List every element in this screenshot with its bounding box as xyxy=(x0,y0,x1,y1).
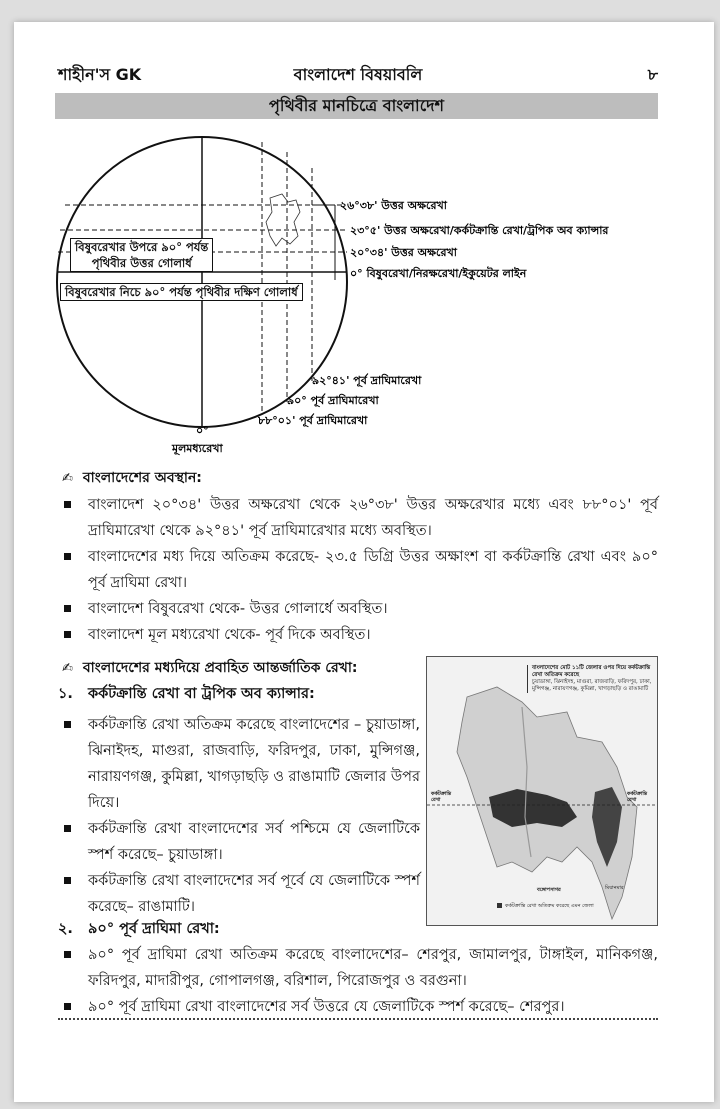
map-left-tropic-label: কর্কটক্রান্তি রেখা xyxy=(431,791,452,803)
longitude-label: ৮৮°০১' পূর্ব দ্রাঘিমারেখা xyxy=(258,414,368,427)
list-item: বাংলাদেশ মূল মধ্যরেখা থেকে- পূর্ব দিকে অবস্থিত। xyxy=(58,622,658,648)
list-item: কর্কটক্রান্তি রেখা বাংলাদেশের সর্ব পূর্বে যে জেলাটিকে স্পর্শ করেছে– রাঙামাটি। xyxy=(58,868,420,920)
chapter-title: বাংলাদেশ বিষয়াবলি xyxy=(293,65,423,84)
longitude-bullet-list xyxy=(58,942,658,1020)
latitude-label: ২০°৩৪' উত্তর অক্ষরেখা xyxy=(350,246,457,259)
pencil-icon: ✍ xyxy=(62,471,73,486)
map-south-label: মিয়ানমার xyxy=(605,885,624,891)
section-heading-international-lines: ✍ বাংলাদেশের মধ্যদিয়ে প্রবাহিত আন্তর্জাতিক রেখা: xyxy=(62,660,358,676)
bangladesh-outline xyxy=(266,194,300,246)
list-item: বাংলাদেশ বিষুবরেখা থেকে- উত্তর গোলার্ধে অবস্থিত। xyxy=(58,596,658,622)
page-number: ৮ xyxy=(647,65,658,84)
list-item: বাংলাদেশের মধ্য দিয়ে অতিক্রম করেছে- ২৩.৫ ডিগ্রি উত্তর অক্ষাংশ বা কর্কটক্রান্তি রেখা এবং ৯০° পূর্ব দ্রাঘিমা রেখা। xyxy=(58,544,658,596)
section-banner: পৃথিবীর মানচিত্রে বাংলাদেশ xyxy=(55,93,658,119)
longitude-label: ৯২°৪১' পূর্ব দ্রাঘিমারেখা xyxy=(312,374,422,387)
latitude-label: ০° বিষুবরেখা/নিরক্ষরেখা/ইকুয়েটর লাইন xyxy=(350,267,527,280)
subsection-heading-90-longitude: ২. ৯০° পূর্ব দ্রাঘিমা রেখা: xyxy=(58,921,220,937)
list-item: কর্কটক্রান্তি রেখা অতিক্রম করেছে বাংলাদেশের – চুয়াডাঙ্গা, ঝিনাইদহ, মাগুরা, রাজবাড়ি, ফরিদপুর, ঢাকা, মুন্সিগঞ্জ, নারায়ণগঞ্জ, কুমিল্লা, খাগড়াছড়ি ও রাঙামাটি জেলার উপর দিয়ে। xyxy=(58,712,420,816)
north-hemisphere-line2: পৃথিবীর উত্তর গোলার্ধ xyxy=(91,256,192,270)
subsection-heading-tropic: ১. কর্কটক্রান্তি রেখা বা ট্রপিক অব ক্যান্সার: xyxy=(58,686,315,702)
tropic-bullet-list xyxy=(58,712,420,920)
south-hemisphere-box: বিষুবরেখার নিচে ৯০° পর্যন্ত পৃথিবীর দক্ষিণ গোলার্ধ xyxy=(60,283,303,301)
prime-degree-label: ০° xyxy=(196,424,209,437)
section-heading-location: ✍ বাংলাদেশের অবস্থান: xyxy=(62,470,202,486)
north-hemisphere-line1: বিষুবরেখার উপরে ৯০° পর্যন্ত xyxy=(75,240,209,254)
globe-diagram xyxy=(0,0,720,460)
location-bullet-list xyxy=(58,492,658,648)
map-bay-label: বঙ্গোপসাগর xyxy=(537,887,561,893)
legend-swatch xyxy=(497,903,502,908)
pencil-icon: ✍ xyxy=(62,661,73,676)
list-item: ৯০° পূর্ব দ্রাঘিমা রেখা বাংলাদেশের সর্ব উত্তরে যে জেলাটিকে স্পর্শ করেছে– শেরপুর। xyxy=(58,994,658,1020)
north-hemisphere-box xyxy=(70,238,213,272)
book-title: শাহীন'স GK xyxy=(58,65,142,84)
bottom-divider xyxy=(58,1018,658,1020)
map-note: বাংলাদেশের মোট ১১টি জেলার ওপর দিয়ে কর্কটক্রান্তি রেখা অতিক্রম করেছে চুয়াডাঙ্গা, ঝিনাইদহ, মাগুরা, রাজবাড়ি, ফরিদপুর, ঢাকা, মুন্সিগঞ্জ, নারায়ণগঞ্জ, কুমিল্লা, খাগড়াছড়ি ও রাঙামাটি xyxy=(527,665,656,693)
bangladesh-map-figure xyxy=(426,656,658,926)
longitude-label: ৯০° পূর্ব দ্রাঘিমারেখা xyxy=(287,394,379,407)
map-legend: কর্কটক্রান্তি রেখা অতিক্রম করেছে এমন জেলা xyxy=(505,903,594,909)
prime-meridian-label: মূলমধ্যরেখা xyxy=(172,442,223,455)
map-right-tropic-label: কর্কটক্রান্তি রেখা xyxy=(627,791,648,803)
list-item: কর্কটক্রান্তি রেখা বাংলাদেশের সর্ব পশ্চিমে যে জেলাটিকে স্পর্শ করেছে– চুয়াডাঙ্গা। xyxy=(58,816,420,868)
list-item: বাংলাদেশ ২০°৩৪' উত্তর অক্ষরেখা থেকে ২৬°৩৮' উত্তর অক্ষরেখার মধ্যে এবং ৮৮°০১' পূর্ব দ্রাঘিমারেখা থেকে ৯২°৪১' পূর্ব দ্রাঘিমারেখার মধ্যে অবস্থিত। xyxy=(58,492,658,544)
list-item: ৯০° পূর্ব দ্রাঘিমা রেখা অতিক্রম করেছে বাংলাদেশের– শেরপুর, জামালপুর, টাঙ্গাইল, মানিকগঞ্জ, ফরিদপুর, মাদারীপুর, গোপালগঞ্জ, বরিশাল, পিরোজপুর ও বরগুনা। xyxy=(58,942,658,994)
latitude-label: ২৬°৩৮' উত্তর অক্ষরেখা xyxy=(340,199,447,212)
latitude-label: ২৩°৫' উত্তর অক্ষরেখা/কর্কটক্রান্তি রেখা/ট্রপিক অব ক্যান্সার xyxy=(350,224,609,237)
